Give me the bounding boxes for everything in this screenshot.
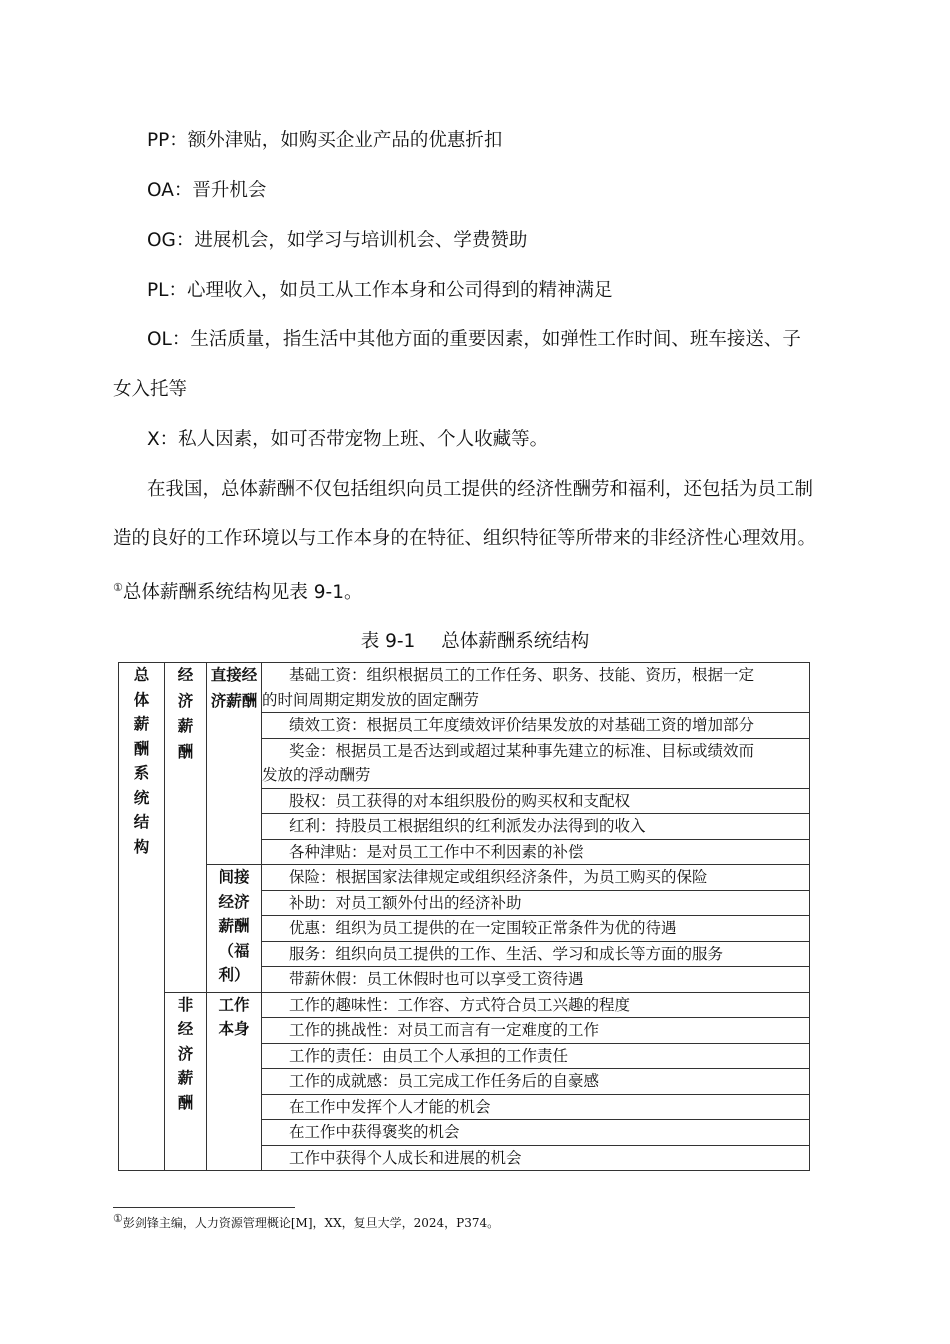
table-row: 红利：持股员工根据组织的红利派发办法得到的收入 [262,814,810,840]
footnote [113,1212,499,1231]
paragraph-china-line2: 造的良好的工作环境以与工作本身的在特征、组织特征等所带来的非经济性心理效用。 [113,528,817,549]
table-row: 发放的浮动酬劳 [262,763,810,788]
table-row: 带薪休假：员工休假时也可以享受工资待遇 [262,967,810,993]
table-row: 工作的成就感：员工完成工作任务后的自豪感 [262,1069,810,1095]
table-row: 基础工资：组织根据员工的工作任务、职务、技能、资历，根据一定 [262,663,810,688]
direct-economic-pay-cell: 直接经济薪酬 [207,663,262,865]
paragraph-x: X：私人因素，如可否带宠物上班、个人收藏等。 [147,429,549,450]
table-row: 各种津贴：是对员工工作中不利因素的补偿 [262,839,810,865]
table-row: 绩效工资：根据员工年度绩效评价结果发放的对基础工资的增加部分 [262,713,810,739]
indirect-economic-pay-cell: 间接经济薪酬（福利） [207,865,262,993]
paragraph-china-line3 [113,576,843,605]
table-caption-number: 表 9-1 [360,631,416,652]
table-row: 股权：员工获得的对本组织股份的购买权和支配权 [262,788,810,814]
paragraph-china-line3-text: 总体薪酬系统结构见表 9-1。 [122,582,363,604]
table-row: 的时间周期定期发放的固定酬劳 [262,688,810,713]
footnote-text: 彭剑锋主编，人力资源管理概论[M]，XX，复旦大学，2024，P374。 [122,1216,500,1230]
economic-pay-cell: 经济薪酬 [165,663,207,993]
table-row: 在工作中获得褒奖的机会 [262,1120,810,1146]
footnote-mark: ① [113,1212,123,1225]
table-row: 服务：组织向员工提供的工作、生活、学习和成长等方面的服务 [262,941,810,967]
paragraph-china-line1: 在我国，总体薪酬不仅包括组织向员工提供的经济性酬劳和福利，还包括为员工制 [147,479,814,500]
table-row: 在工作中发挥个人才能的机会 [262,1094,810,1120]
paragraph-og: OG：进展机会，如学习与培训机会、学费赞助 [147,230,528,251]
table-row: 工作的责任：由员工个人承担的工作责任 [262,1043,810,1069]
table-row: 奖金：根据员工是否达到或超过某种事先建立的标准、目标或绩效而 [262,738,810,763]
work-itself-cell: 工作本身 [207,992,262,1171]
table-row: 工作中获得个人成长和进展的机会 [262,1145,810,1171]
table-caption-title: 总体薪酬系统结构 [441,631,590,652]
paragraph-oa: OA：晋升机会 [147,180,267,201]
table-row: 补助：对员工额外付出的经济补助 [262,890,810,916]
table-row: 工作的挑战性：对员工而言有一定难度的工作 [262,1018,810,1044]
table-row: 优惠：组织为员工提供的在一定围较正常条件为优的待遇 [262,916,810,942]
paragraph-ol-line2: 女入托等 [113,379,188,400]
non-economic-pay-cell: 非经济薪酬 [165,992,207,1171]
paragraph-pp: PP：额外津贴，如购买企业产品的优惠折扣 [147,130,503,151]
table-row: 工作的趣味性：工作容、方式符合员工兴趣的程度 [262,992,810,1018]
paragraph-pl: PL：心理收入，如员工从工作本身和公司得到的精神满足 [147,280,613,301]
footnote-divider [113,1207,295,1208]
footnote-ref-mark: ① [113,581,123,594]
paragraph-ol-line1: OL：生活质量，指生活中其他方面的重要因素，如弹性工作时间、班车接送、子 [147,329,801,350]
table-root-cell: 总体薪酬系统结构 [119,663,165,1171]
table-row: 保险：根据国家法律规定或组织经济条件，为员工购买的保险 [262,865,810,891]
compensation-structure-table [118,662,810,1171]
table-caption [0,627,950,653]
